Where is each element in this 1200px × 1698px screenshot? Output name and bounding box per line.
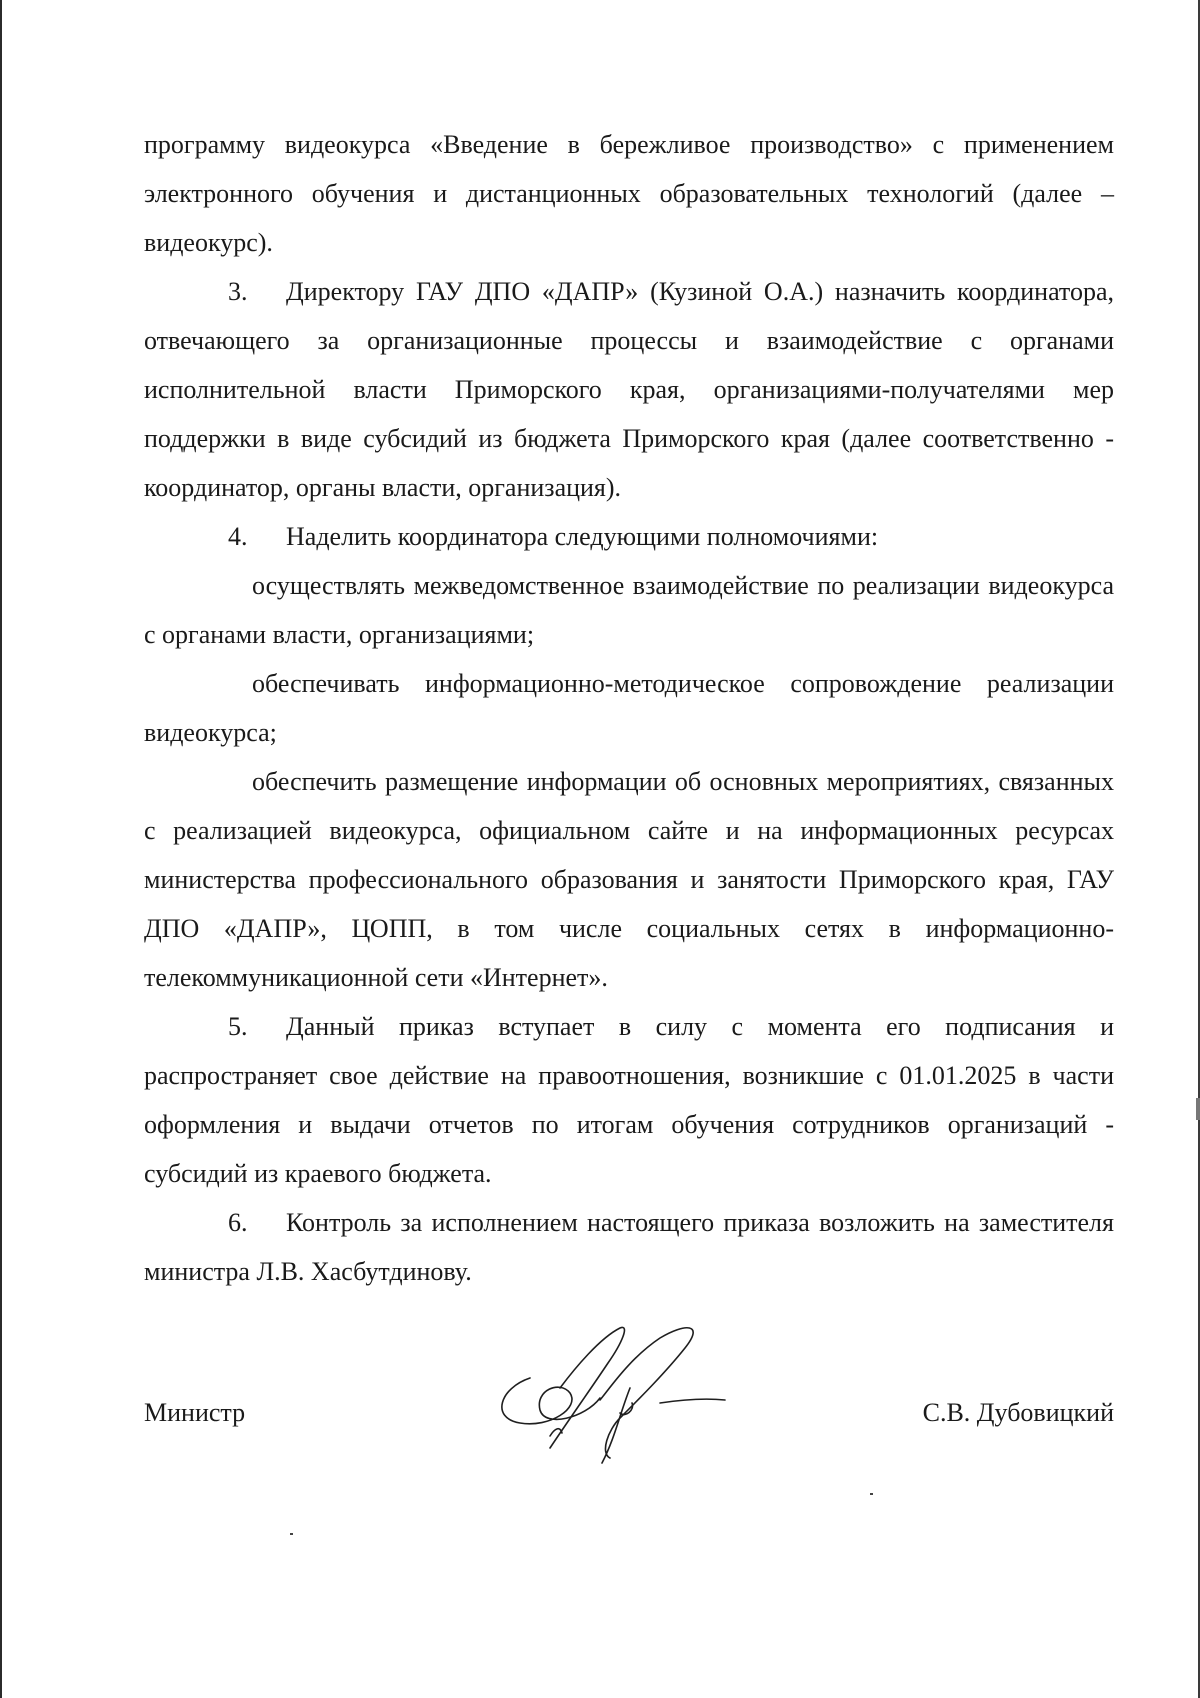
paragraph-number: 4.	[228, 522, 248, 551]
paragraph-4-item-b: обеспечивать информационно-методическое сопровождение реализации видеокурса;	[144, 669, 1114, 747]
handwritten-signature	[490, 1318, 740, 1468]
paragraph-number: 6.	[228, 1208, 248, 1237]
paragraph-4	[144, 512, 1114, 561]
paragraph-number: 5.	[228, 1012, 248, 1041]
signatory-name: С.В. Дубовицкий	[922, 1398, 1114, 1427]
scan-speck	[870, 1493, 873, 1495]
signatory-role: Министр	[144, 1398, 246, 1427]
paragraph-number: 3.	[228, 277, 248, 306]
paragraph-6	[144, 1198, 1114, 1296]
paragraph-5	[144, 1002, 1114, 1198]
document-body	[144, 120, 1114, 1296]
paragraph-text: Данный приказ вступает в силу с момента его подписания и распространяет свое действие на правоотношения, возникшие с 01.01.2025 в части оформления и выдачи отчетов по итогам обучения сотрудников организаций - субсидий из краевого бюджета.	[144, 1012, 1114, 1188]
paragraph-text: Директору ГАУ ДПО «ДАПР» (Кузиной О.А.) назначить координатора, отвечающего за организационные процессы и взаимодействие с органами исполнительной власти Приморского края, организациями-получателями мер поддержки в виде субсидий из бюджета Приморского края (далее соответственно - координатор, органы власти, организация).	[144, 277, 1114, 502]
scan-speck	[290, 1533, 293, 1535]
paragraph-3	[144, 267, 1114, 512]
paragraph-4-item-a: осуществлять межведомственное взаимодействие по реализации видеокурса с органами власти, организациями;	[144, 571, 1114, 649]
scan-edge-left	[0, 0, 2, 1698]
paragraph-continuation: программу видеокурса «Введение в бережливое производство» с применением электронного обучения и дистанционных образовательных технологий (далее – видеокурс).	[144, 130, 1114, 257]
paragraph-text: Контроль за исполнением настоящего приказа возложить на заместителя министра Л.В. Хасбутдинову.	[144, 1208, 1114, 1286]
paragraph-4-item-c: обеспечить размещение информации об основных мероприятиях, связанных с реализацией видеокурса, официальном сайте и на информационных ресурсах министерства профессионального образования и занятости Приморского края, ГАУ ДПО «ДАПР», ЦОПП, в том числе социальных сетях в информационно-телекоммуникационной сети «Интернет».	[144, 767, 1114, 992]
paragraph-text: Наделить координатора следующими полномочиями:	[286, 522, 879, 551]
scan-mark	[1196, 1098, 1200, 1120]
